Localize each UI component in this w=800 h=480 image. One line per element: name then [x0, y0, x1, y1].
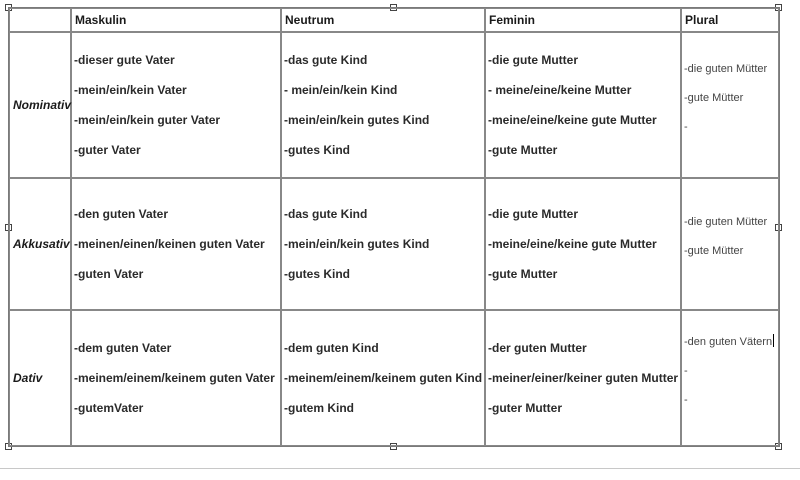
- form-line: -gutemVater: [74, 401, 144, 415]
- form-line: -gutem Kind: [284, 401, 354, 415]
- form-line: -das gute Kind: [284, 53, 368, 67]
- form-line: -: [684, 394, 688, 406]
- form-line: -die gute Mutter: [488, 207, 578, 221]
- header-plural[interactable]: Plural: [681, 8, 779, 32]
- form-line: -gute Mutter: [488, 143, 558, 157]
- header-maskulin[interactable]: Maskulin: [71, 8, 281, 32]
- header-cell-empty[interactable]: [9, 8, 71, 32]
- cell-dativ-neutrum[interactable]: [281, 310, 485, 446]
- form-line-editing[interactable]: [684, 334, 778, 349]
- row-akkusativ: [9, 178, 779, 310]
- form-line: -gute Mütter: [684, 245, 744, 257]
- declension-table[interactable]: [8, 7, 780, 447]
- form-line: -den guten Vater: [74, 207, 169, 221]
- form-line: -gutes Kind: [284, 143, 350, 157]
- form-line: -die guten Mütter: [684, 216, 768, 228]
- form-line: -meine/eine/keine gute Mutter: [488, 237, 657, 251]
- form-line: -gutes Kind: [284, 267, 350, 281]
- cell-akkusativ-feminin[interactable]: [485, 178, 681, 310]
- case-label-akkusativ[interactable]: Akkusativ: [9, 178, 71, 310]
- row-dativ: [9, 310, 779, 446]
- form-line: -das gute Kind: [284, 207, 368, 221]
- cell-akkusativ-maskulin[interactable]: [71, 178, 281, 310]
- cell-dativ-feminin[interactable]: [485, 310, 681, 446]
- form-line: -mein/ein/kein guter Vater: [74, 113, 221, 127]
- row-nominativ: [9, 32, 779, 178]
- form-line: -meinem/einem/keinem guten Kind: [284, 371, 483, 385]
- cell-nominativ-plural[interactable]: [681, 32, 779, 178]
- form-line: -mein/ein/kein Vater: [74, 83, 187, 97]
- header-feminin[interactable]: Feminin: [485, 8, 681, 32]
- cell-dativ-maskulin[interactable]: [71, 310, 281, 446]
- form-line: -mein/ein/kein gutes Kind: [284, 237, 430, 251]
- form-line-text: -den guten Vätern: [684, 336, 773, 348]
- header-row: [9, 8, 779, 32]
- cell-akkusativ-neutrum[interactable]: [281, 178, 485, 310]
- case-label-nominativ[interactable]: Nominativ: [9, 32, 71, 178]
- form-line: -guter Vater: [74, 143, 141, 157]
- form-line: -die guten Mütter: [684, 62, 768, 75]
- form-line: -meiner/einer/keiner guten Mutter: [488, 371, 679, 385]
- header-neutrum[interactable]: Neutrum: [281, 8, 485, 32]
- form-line: -: [684, 365, 688, 377]
- cell-nominativ-feminin[interactable]: [485, 32, 681, 178]
- form-line: -gute Mutter: [488, 267, 558, 281]
- cell-nominativ-neutrum[interactable]: [281, 32, 485, 178]
- form-line: -der guten Mutter: [488, 341, 587, 355]
- cell-nominativ-maskulin[interactable]: [71, 32, 281, 178]
- form-line: -die gute Mutter: [488, 53, 578, 67]
- form-line: -gute Mütter: [684, 91, 744, 104]
- form-line: -meine/eine/keine gute Mutter: [488, 113, 657, 127]
- cell-akkusativ-plural[interactable]: [681, 178, 779, 310]
- form-line: - meine/eine/keine Mutter: [488, 83, 632, 97]
- case-label-dativ[interactable]: Dativ: [9, 310, 71, 446]
- form-line: -guter Mutter: [488, 401, 562, 415]
- form-line: -dem guten Kind: [284, 341, 379, 355]
- form-line: -meinem/einem/keinem guten Vater: [74, 371, 275, 385]
- form-line: -dem guten Vater: [74, 341, 172, 355]
- form-line: -mein/ein/kein gutes Kind: [284, 113, 430, 127]
- form-line: -meinen/einen/keinen guten Vater: [74, 237, 265, 251]
- form-line: -guten Vater: [74, 267, 144, 281]
- form-line: - mein/ein/kein Kind: [284, 83, 398, 97]
- cell-dativ-plural[interactable]: [681, 310, 779, 446]
- page-divider: [0, 468, 800, 469]
- form-line: -: [684, 120, 688, 133]
- form-line: -dieser gute Vater: [74, 53, 175, 67]
- text-cursor: [773, 334, 774, 347]
